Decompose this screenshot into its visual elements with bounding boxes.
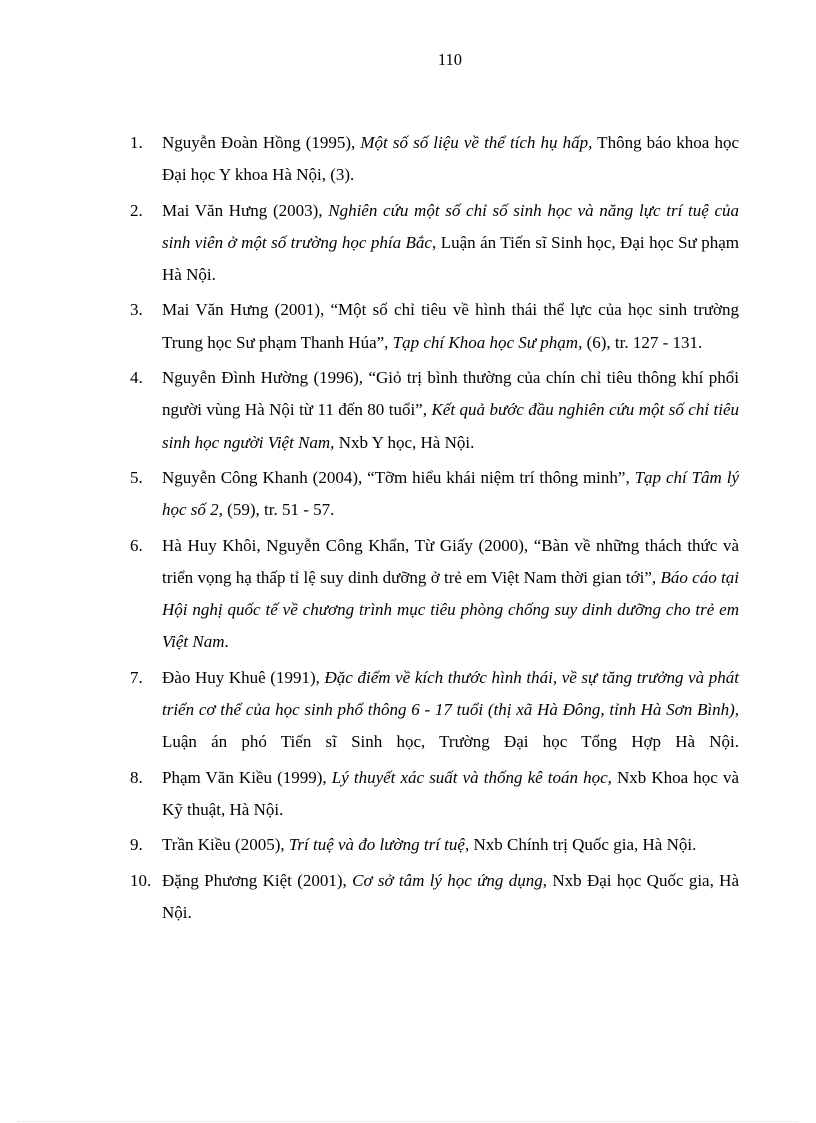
- reference-text: Đào Huy Khuê (1991),: [162, 667, 325, 687]
- reference-item: [130, 762, 739, 827]
- reference-text: (59), tr. 51 - 57.: [222, 500, 335, 520]
- reference-title: Trí tuệ và đo lường trí tuệ: [288, 835, 465, 855]
- reference-list: [130, 127, 739, 932]
- reference-title: Lý thuyết xác suất và thống kê toán học,: [331, 767, 612, 787]
- reference-item: [130, 662, 739, 759]
- reference-text: , Luận án Tiến sĩ Sinh học, Đại học Sư phạm Hà Nội.: [162, 232, 739, 285]
- reference-number: 10.: [130, 870, 152, 890]
- reference-title: Đặc điểm về kích thước hình thái, về sự tăng trưởng và phát triển cơ thể của học sinh phổ thông 6 - 17 tuổi (thị xã Hà Đông, tỉnh Hà Sơn Bình): [162, 667, 739, 720]
- reference-item: [130, 530, 739, 659]
- reference-title: Tạp chí Tâm lý học số 2,: [162, 467, 739, 520]
- reference-item: [130, 195, 739, 292]
- reference-number: 9.: [130, 835, 143, 855]
- reference-item: [130, 829, 739, 861]
- reference-number: 1.: [130, 133, 143, 152]
- reference-text: (6), tr. 127 - 131.: [582, 332, 703, 352]
- reference-item: [130, 294, 739, 359]
- reference-item: [130, 127, 739, 192]
- reference-number: 2.: [130, 200, 143, 220]
- reference-title: Cơ sở tâm lý học ứng dụng: [352, 870, 543, 890]
- reference-text: .: [224, 632, 229, 652]
- reference-text: Phạm Văn Kiều (1999),: [162, 767, 332, 787]
- reference-item: [130, 865, 739, 930]
- reference-title: Tạp chí Khoa học Sư phạm,: [392, 332, 583, 352]
- reference-item: [130, 362, 739, 459]
- reference-text: Trần Kiều (2005),: [162, 835, 289, 855]
- reference-text: Nguyễn Công Khanh (2004), “Tỡm hiểu khái niệm trí thông minh”,: [162, 467, 635, 487]
- reference-title: Một số số liệu về thể tích hụ hấp,: [360, 133, 593, 152]
- reference-number: 7.: [130, 667, 143, 687]
- reference-title: Báo cáo tại Hội nghị quốc tế về chương trình mục tiêu phòng chống suy dinh dưỡng cho trẻ em Việt Nam: [162, 567, 739, 652]
- reference-title: Kết quả bước đầu nghiên cứu một số chỉ tiêu sinh học người Việt Nam,: [162, 400, 739, 452]
- reference-number: 5.: [130, 467, 143, 487]
- reference-number: 6.: [130, 535, 143, 555]
- reference-text: Nguyễn Đoàn Hồng (1995),: [162, 133, 361, 152]
- reference-text: Thông báo khoa học Đại học Y khoa Hà Nội, (3).: [162, 133, 739, 185]
- reference-item: [130, 462, 739, 527]
- reference-text: Nxb Y học, Hà Nội.: [334, 432, 475, 452]
- page-bottom-divider: [18, 1121, 798, 1122]
- page-number: 110: [437, 50, 463, 69]
- reference-number: 8.: [130, 767, 143, 787]
- reference-number: 4.: [130, 368, 143, 388]
- reference-text: , Nxb Đại học Quốc gia, Hà Nội.: [162, 870, 739, 922]
- reference-text: , Luận án phó Tiến sĩ Sinh học, Trường Đại học Tổng Hợp Hà Nội.: [162, 700, 739, 752]
- reference-text: Mai Văn Hưng (2003),: [162, 200, 329, 220]
- reference-text: Đặng Phương Kiệt (2001),: [162, 870, 353, 890]
- reference-text: , Nxb Chính trị Quốc gia, Hà Nội.: [464, 835, 697, 855]
- reference-text: Nxb Khoa học và Kỹ thuật, Hà Nội.: [162, 767, 739, 819]
- reference-number: 3.: [130, 300, 143, 320]
- reference-text: Nguyễn Đình Hường (1996), “Giỏ trị bình thường của chín chỉ tiêu thông khí phổi người vùng Hà Nội từ 11 đến 80 tuổi”,: [162, 368, 739, 420]
- reference-title: Nghiên cứu một số chỉ số sinh học và năng lực trí tuệ của sinh viên ở một số trường học phía Bắc: [162, 200, 739, 252]
- reference-text: Mai Văn Hưng (2001), “Một số chỉ tiêu về hình thái thể lực của học sinh trường Trung học Sư phạm Thanh Húa”,: [162, 300, 739, 352]
- reference-text: Hà Huy Khôi, Nguyễn Công Khẩn, Từ Giấy (2000), “Bàn về những thách thức và triển vọng hạ thấp tỉ lệ suy dinh dưỡng ở trẻ em Việt Nam thời gian tới”,: [162, 535, 739, 587]
